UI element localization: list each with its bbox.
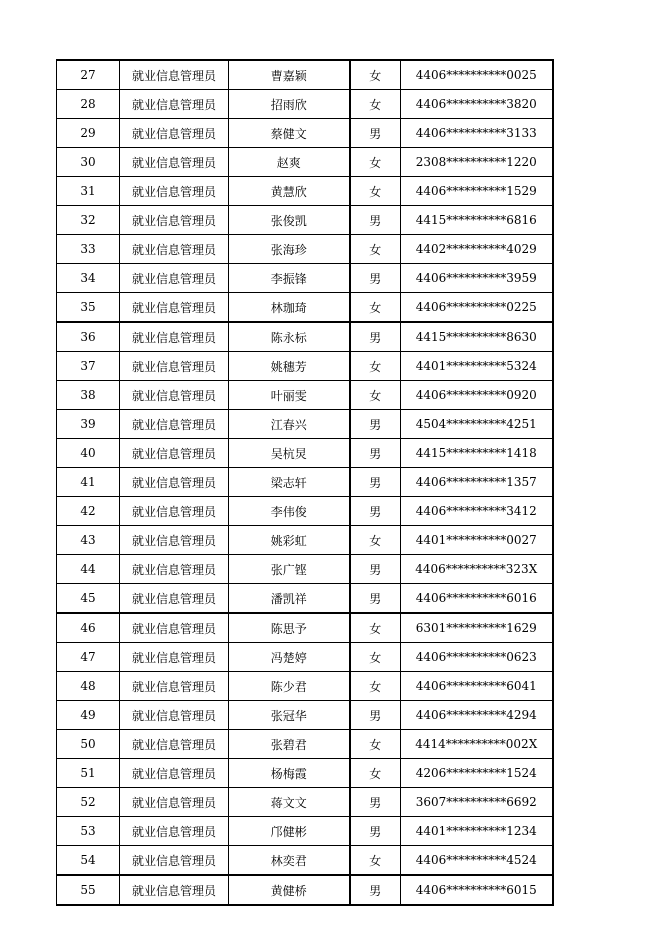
person-name-cell: 李振锋	[229, 264, 350, 293]
job-title-cell: 就业信息管理员	[120, 526, 229, 555]
job-title-cell: 就业信息管理员	[120, 584, 229, 614]
id-number-cell: 4406**********0920	[401, 381, 553, 410]
serial-number-cell: 54	[57, 846, 120, 876]
id-number-cell: 4406**********0025	[401, 60, 553, 90]
table-row	[57, 322, 553, 352]
job-title-cell: 就业信息管理员	[120, 322, 229, 352]
job-title-cell: 就业信息管理员	[120, 119, 229, 148]
gender-cell: 男	[350, 410, 401, 439]
job-title-cell: 就业信息管理员	[120, 759, 229, 788]
table-row	[57, 352, 553, 381]
id-number-cell: 4406**********4294	[401, 701, 553, 730]
job-title-cell: 就业信息管理员	[120, 788, 229, 817]
gender-cell: 女	[350, 352, 401, 381]
job-title-cell: 就业信息管理员	[120, 613, 229, 643]
person-name-cell: 林珈琦	[229, 293, 350, 323]
gender-cell: 男	[350, 468, 401, 497]
gender-cell: 男	[350, 439, 401, 468]
serial-number-cell: 31	[57, 177, 120, 206]
person-name-cell: 吴杭炅	[229, 439, 350, 468]
id-number-cell: 4206**********1524	[401, 759, 553, 788]
table-row	[57, 468, 553, 497]
person-name-cell: 张俊凯	[229, 206, 350, 235]
job-title-cell: 就业信息管理员	[120, 817, 229, 846]
serial-number-cell: 45	[57, 584, 120, 614]
job-title-cell: 就业信息管理员	[120, 730, 229, 759]
serial-number-cell: 27	[57, 60, 120, 90]
id-number-cell: 4406**********323X	[401, 555, 553, 584]
roster-table	[56, 59, 554, 906]
table-row	[57, 264, 553, 293]
serial-number-cell: 39	[57, 410, 120, 439]
id-number-cell: 4406**********6041	[401, 672, 553, 701]
id-number-cell: 4415**********8630	[401, 322, 553, 352]
table-row	[57, 759, 553, 788]
table-row	[57, 60, 553, 90]
job-title-cell: 就业信息管理员	[120, 177, 229, 206]
table-row	[57, 730, 553, 759]
person-name-cell: 张海珍	[229, 235, 350, 264]
gender-cell: 男	[350, 584, 401, 614]
person-name-cell: 蔡健文	[229, 119, 350, 148]
table-row	[57, 439, 553, 468]
id-number-cell: 4406**********3133	[401, 119, 553, 148]
table-row	[57, 410, 553, 439]
gender-cell: 女	[350, 730, 401, 759]
table-row	[57, 875, 553, 905]
serial-number-cell: 42	[57, 497, 120, 526]
job-title-cell: 就业信息管理员	[120, 497, 229, 526]
person-name-cell: 姚彩虹	[229, 526, 350, 555]
gender-cell: 女	[350, 526, 401, 555]
id-number-cell: 4401**********0027	[401, 526, 553, 555]
serial-number-cell: 38	[57, 381, 120, 410]
serial-number-cell: 41	[57, 468, 120, 497]
gender-cell: 女	[350, 148, 401, 177]
job-title-cell: 就业信息管理员	[120, 846, 229, 876]
table-row	[57, 817, 553, 846]
gender-cell: 女	[350, 759, 401, 788]
id-number-cell: 4406**********4524	[401, 846, 553, 876]
job-title-cell: 就业信息管理员	[120, 293, 229, 323]
gender-cell: 男	[350, 497, 401, 526]
gender-cell: 男	[350, 701, 401, 730]
person-name-cell: 潘凯祥	[229, 584, 350, 614]
person-name-cell: 邝健彬	[229, 817, 350, 846]
table-row	[57, 119, 553, 148]
gender-cell: 女	[350, 672, 401, 701]
person-name-cell: 江春兴	[229, 410, 350, 439]
id-number-cell: 4402**********4029	[401, 235, 553, 264]
serial-number-cell: 30	[57, 148, 120, 177]
serial-number-cell: 37	[57, 352, 120, 381]
person-name-cell: 张碧君	[229, 730, 350, 759]
serial-number-cell: 40	[57, 439, 120, 468]
person-name-cell: 叶丽雯	[229, 381, 350, 410]
table-row	[57, 613, 553, 643]
roster-sheet	[56, 59, 552, 906]
id-number-cell: 4406**********6015	[401, 875, 553, 905]
table-row	[57, 555, 553, 584]
id-number-cell: 4414**********002X	[401, 730, 553, 759]
job-title-cell: 就业信息管理员	[120, 60, 229, 90]
id-number-cell: 4406**********6016	[401, 584, 553, 614]
id-number-cell: 4401**********5324	[401, 352, 553, 381]
serial-number-cell: 33	[57, 235, 120, 264]
serial-number-cell: 35	[57, 293, 120, 323]
job-title-cell: 就业信息管理员	[120, 672, 229, 701]
table-row	[57, 584, 553, 614]
person-name-cell: 蒋文文	[229, 788, 350, 817]
job-title-cell: 就业信息管理员	[120, 468, 229, 497]
person-name-cell: 林奕君	[229, 846, 350, 876]
id-number-cell: 4415**********6816	[401, 206, 553, 235]
person-name-cell: 陈永标	[229, 322, 350, 352]
table-row	[57, 643, 553, 672]
serial-number-cell: 50	[57, 730, 120, 759]
gender-cell: 女	[350, 177, 401, 206]
gender-cell: 女	[350, 643, 401, 672]
table-row	[57, 235, 553, 264]
job-title-cell: 就业信息管理员	[120, 555, 229, 584]
serial-number-cell: 46	[57, 613, 120, 643]
gender-cell: 女	[350, 613, 401, 643]
job-title-cell: 就业信息管理员	[120, 206, 229, 235]
serial-number-cell: 53	[57, 817, 120, 846]
serial-number-cell: 51	[57, 759, 120, 788]
job-title-cell: 就业信息管理员	[120, 90, 229, 119]
job-title-cell: 就业信息管理员	[120, 410, 229, 439]
person-name-cell: 黄慧欣	[229, 177, 350, 206]
table-row	[57, 177, 553, 206]
job-title-cell: 就业信息管理员	[120, 875, 229, 905]
id-number-cell: 4406**********3820	[401, 90, 553, 119]
serial-number-cell: 55	[57, 875, 120, 905]
table-row	[57, 206, 553, 235]
person-name-cell: 杨梅霞	[229, 759, 350, 788]
table-row	[57, 846, 553, 876]
table-row	[57, 90, 553, 119]
job-title-cell: 就业信息管理员	[120, 148, 229, 177]
person-name-cell: 招雨欣	[229, 90, 350, 119]
person-name-cell: 陈少君	[229, 672, 350, 701]
id-number-cell: 4406**********1529	[401, 177, 553, 206]
table-row	[57, 148, 553, 177]
table-row	[57, 672, 553, 701]
gender-cell: 男	[350, 264, 401, 293]
gender-cell: 女	[350, 846, 401, 876]
job-title-cell: 就业信息管理员	[120, 264, 229, 293]
serial-number-cell: 47	[57, 643, 120, 672]
roster-table-body	[57, 60, 553, 905]
id-number-cell: 3607**********6692	[401, 788, 553, 817]
id-number-cell: 4406**********0623	[401, 643, 553, 672]
id-number-cell: 4401**********1234	[401, 817, 553, 846]
person-name-cell: 张广铿	[229, 555, 350, 584]
serial-number-cell: 43	[57, 526, 120, 555]
job-title-cell: 就业信息管理员	[120, 352, 229, 381]
gender-cell: 男	[350, 322, 401, 352]
id-number-cell: 4504**********4251	[401, 410, 553, 439]
serial-number-cell: 44	[57, 555, 120, 584]
job-title-cell: 就业信息管理员	[120, 701, 229, 730]
job-title-cell: 就业信息管理员	[120, 439, 229, 468]
gender-cell: 女	[350, 235, 401, 264]
person-name-cell: 张冠华	[229, 701, 350, 730]
person-name-cell: 陈思予	[229, 613, 350, 643]
job-title-cell: 就业信息管理员	[120, 235, 229, 264]
serial-number-cell: 34	[57, 264, 120, 293]
gender-cell: 女	[350, 381, 401, 410]
id-number-cell: 6301**********1629	[401, 613, 553, 643]
gender-cell: 男	[350, 817, 401, 846]
id-number-cell: 4406**********3959	[401, 264, 553, 293]
table-row	[57, 701, 553, 730]
serial-number-cell: 28	[57, 90, 120, 119]
serial-number-cell: 36	[57, 322, 120, 352]
job-title-cell: 就业信息管理员	[120, 643, 229, 672]
table-row	[57, 293, 553, 323]
gender-cell: 男	[350, 555, 401, 584]
person-name-cell: 曹嘉颖	[229, 60, 350, 90]
person-name-cell: 梁志轩	[229, 468, 350, 497]
gender-cell: 男	[350, 788, 401, 817]
serial-number-cell: 52	[57, 788, 120, 817]
job-title-cell: 就业信息管理员	[120, 381, 229, 410]
table-row	[57, 788, 553, 817]
person-name-cell: 姚穗芳	[229, 352, 350, 381]
person-name-cell: 李伟俊	[229, 497, 350, 526]
id-number-cell: 4406**********3412	[401, 497, 553, 526]
person-name-cell: 赵爽	[229, 148, 350, 177]
gender-cell: 女	[350, 90, 401, 119]
table-row	[57, 497, 553, 526]
id-number-cell: 4406**********1357	[401, 468, 553, 497]
id-number-cell: 2308**********1220	[401, 148, 553, 177]
gender-cell: 女	[350, 60, 401, 90]
gender-cell: 男	[350, 119, 401, 148]
table-row	[57, 381, 553, 410]
person-name-cell: 黄健桥	[229, 875, 350, 905]
person-name-cell: 冯楚婷	[229, 643, 350, 672]
serial-number-cell: 48	[57, 672, 120, 701]
id-number-cell: 4415**********1418	[401, 439, 553, 468]
serial-number-cell: 49	[57, 701, 120, 730]
table-row	[57, 526, 553, 555]
serial-number-cell: 32	[57, 206, 120, 235]
gender-cell: 男	[350, 206, 401, 235]
gender-cell: 女	[350, 293, 401, 323]
id-number-cell: 4406**********0225	[401, 293, 553, 323]
gender-cell: 男	[350, 875, 401, 905]
serial-number-cell: 29	[57, 119, 120, 148]
